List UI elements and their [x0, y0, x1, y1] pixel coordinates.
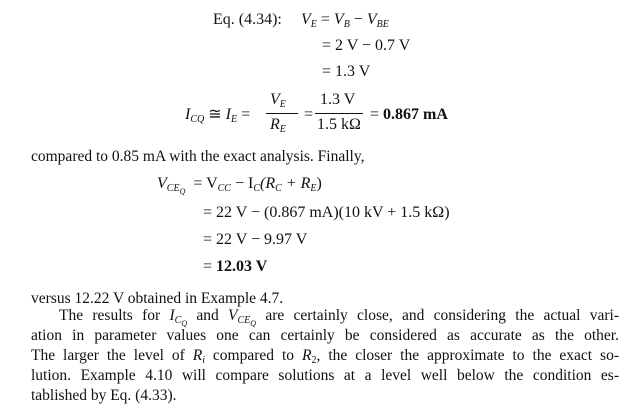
fraction2-bar [315, 113, 363, 114]
equation-ve-line: $V_E = V_B - V_{BE}$ [301, 11, 389, 30]
fraction1-numerator: $V_E$ [270, 91, 286, 110]
equation-vceq-line4: = 12.03 V [203, 258, 268, 275]
fraction2-numerator: 1.3 V [320, 91, 356, 108]
equation-vceq-line2: = 22 V − (0.867 mA)(10 kV + 1.5 kΩ) [203, 204, 450, 221]
body-paragraph [31, 306, 619, 406]
equation-vceq-line1: $V_{CE_Q} = V_{CC} - I_C(R_C + R_E)$ [157, 175, 322, 196]
equation-ve-line2: = 2 V − 0.7 V [322, 37, 411, 54]
paragraph-line1: The results for $I_{C_Q}$ and $V_{CE_Q}$ are certainly close, and considering the actual vari- [59, 307, 620, 328]
body-text-compared: compared to 0.85 mA with the exact analysis. Finally, [31, 148, 365, 165]
body-text-versus: versus 12.22 V obtained in Example 4.7. [31, 290, 284, 307]
fraction-equals: = [304, 106, 314, 123]
equation-vceq-line3: = 22 V − 9.97 V [203, 231, 308, 248]
fraction1-bar [266, 113, 298, 114]
paragraph-line5: tablished by Eq. (4.33). [31, 387, 177, 404]
fraction1-denominator: $R_E$ [270, 116, 286, 135]
icq-result: = 0.867 mA [370, 106, 448, 123]
fraction2-denominator: 1.5 kΩ [317, 116, 361, 133]
equation-label: Eq. (4.34): [213, 11, 282, 28]
equation-icq-lhs: $I_{CQ}$ ≅ $I_E$ = [185, 106, 251, 125]
paragraph-line4: lution. Example 4.10 will compare solutions at a level well below the condition es- [31, 367, 619, 384]
paragraph-line2: ation in parameter values one can certainly be considered as accurate as the other. [31, 327, 619, 344]
paragraph-line3: The larger the level of $R_i$ compared to $R_2$, the closer the approximate to the exact so- [31, 347, 619, 366]
equation-ve-line3: = 1.3 V [322, 63, 371, 80]
